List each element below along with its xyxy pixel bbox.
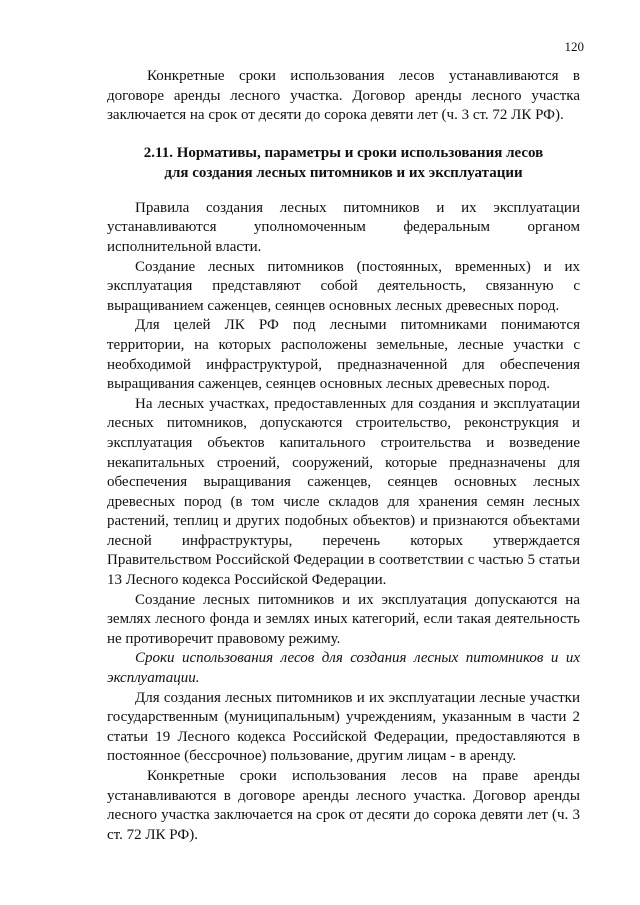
paragraph: Создание лесных питомников (постоянных, временных) и их эксплуатация представляют собой деятельность, связанную с выращиванием саженцев, сеянцев основных лесных древесных пород. bbox=[107, 258, 580, 314]
paragraph: Создание лесных питомников и их эксплуатация допускаются на землях лесного фонда и землях иных категорий, если такая деятельность не противоречит правовому режиму. bbox=[107, 591, 580, 647]
document-body bbox=[107, 67, 580, 845]
intro-paragraph: Конкретные сроки использования лесов устанавливаются в договоре аренды лесного участка. Договор аренды лесного участка заключается на срок от десяти до сорока девяти лет (ч. 3 ст. 72 ЛК РФ). bbox=[107, 68, 580, 124]
paragraph: Правила создания лесных питомников и их эксплуатации устанавливаются уполномоченным федеральным органом исполнительной власти. bbox=[107, 199, 580, 255]
paragraph: Для создания лесных питомников и их эксплуатации лесные участки государственным (муниципальным) учреждениям, указанным в части 2 статьи 19 Лесного кодекса Российской Федерации, предоставляются в постоянное (бессрочное) пользование, другим лицам - в аренду. bbox=[107, 689, 580, 765]
section-title-line-1: 2.11. Нормативы, параметры и сроки использования лесов bbox=[143, 144, 544, 161]
section-title bbox=[107, 143, 580, 183]
paragraph: Конкретные сроки использования лесов на праве аренды устанавливаются в договоре аренды лесного участка. Договор аренды лесного участка заключается на срок от десяти до сорока девяти лет (ч. 3 ст. 72 ЛК РФ). bbox=[107, 768, 580, 843]
section-title-line-2: для создания лесных питомников и их эксплуатации bbox=[164, 164, 523, 181]
italic-subheading: Сроки использования лесов для создания лесных питомников и их эксплуатации. bbox=[107, 650, 580, 687]
paragraph: Для целей ЛК РФ под лесными питомниками понимаются территории, на которых расположены земельные, лесные участки с необходимой инфраструктурой, предназначенной для обеспечения выращивания саженцев, сеянцев основных лесных древесных пород. bbox=[107, 317, 580, 393]
paragraph: На лесных участках, предоставленных для создания и эксплуатации лесных питомников, допускаются строительство, реконструкция и эксплуатация объектов капитального строительства и возведение некапитальных строений, сооружений, которые предназначены для обеспечения выращивания саженцев, сеянцев основных лесных древесных пород (в том числе складов для хранения семян лесных растений, теплиц и других подобных объектов) и признаются объектами лесной инфраструктуры, перечень которых утверждается Правительством Российской Федерации в соответствии с частью 5 статьи 13 Лесного кодекса Российской Федерации. bbox=[107, 395, 580, 589]
page-number: 120 bbox=[564, 39, 584, 54]
